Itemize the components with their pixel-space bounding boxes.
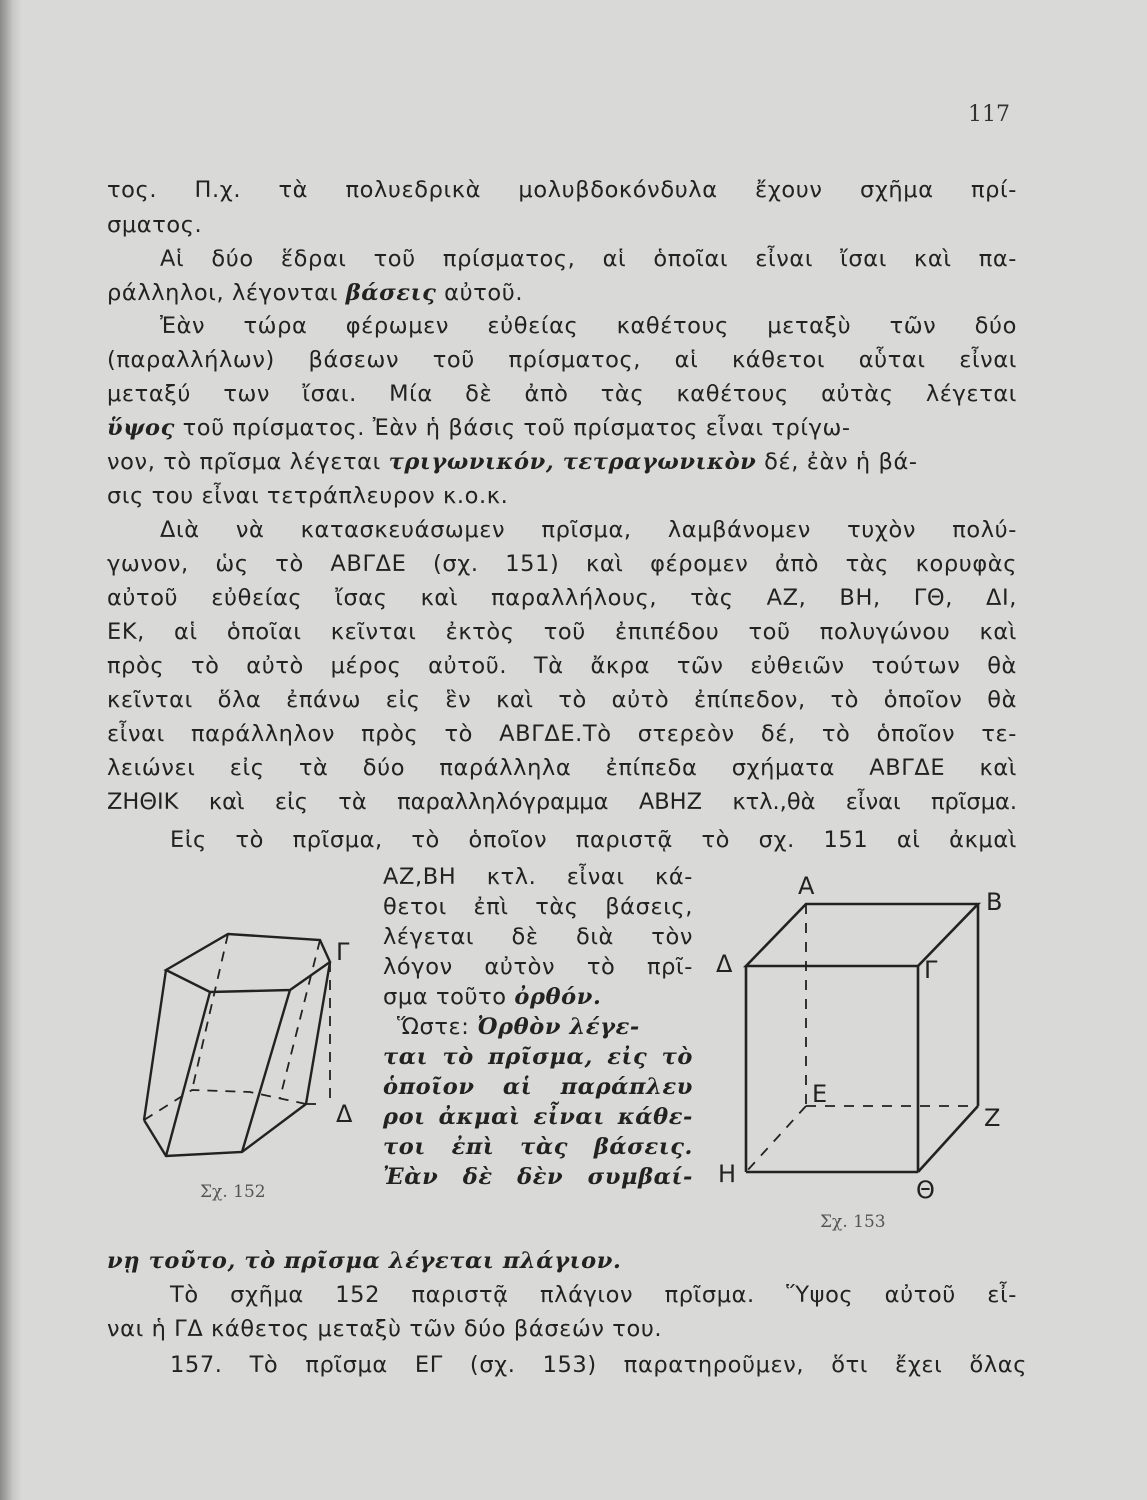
text-run: δέ, ἐὰν ἡ βά-: [756, 449, 918, 475]
bottom-base-hidden: [144, 1090, 306, 1120]
term-baseis: βάσεις: [345, 280, 437, 306]
label-delta: Δ: [336, 1100, 353, 1128]
text-run: αὐτοῦ.: [436, 280, 524, 306]
definition-line: τοι ἐπὶ τὰς βάσεις.: [383, 1134, 693, 1160]
hidden-edge: [280, 940, 320, 1098]
text-line: ΕΚ, αἱ ὁποῖαι κεῖνται ἐκτὸς τοῦ ἐπιπέδου τοῦ πολυγώνου καὶ: [107, 619, 1017, 645]
hidden-edge: [746, 1106, 806, 1172]
mid-line: λέγεται δὲ διὰ τὸν: [383, 924, 693, 950]
figure-152-oblique-prism: [130, 920, 380, 1180]
text-run: νον, τὸ πρῖσμα λέγεται: [107, 449, 389, 475]
text-line: ναι ἡ ΓΔ κάθετος μεταξὺ τῶν δύο βάσεών του.: [107, 1316, 663, 1342]
text-line: [107, 278, 1017, 308]
definition-line: ροι ἀκμαὶ εἶναι κάθε-: [383, 1104, 693, 1130]
hidden-edge: [192, 934, 228, 1090]
text-line: μεταξύ των ἴσαι. Μία δὲ ἀπὸ τὰς καθέτους αὐτὰς λέγεται: [107, 381, 1017, 407]
label-b: Β: [986, 888, 1003, 916]
text-run: σμα τοῦτο: [383, 984, 515, 1010]
figure-153-caption: Σχ. 153: [820, 1212, 886, 1232]
definition-line: ται τὸ πρῖσμα, εἰς τὸ: [383, 1044, 693, 1070]
text-line: εἶναι παράλληλον πρὸς τὸ ΑΒΓΔΕ.Τὸ στερεὸν δέ, τὸ ὁποῖον τε-: [107, 721, 1017, 747]
term-ypsos: ὕψος: [107, 415, 175, 441]
text-line: ΖΗΘΙΚ καὶ εἰς τὰ παραλληλόγραμμα ΑΒΗΖ κτλ.,θὰ εἶναι πρῖσμα.: [107, 789, 1017, 815]
definition-line: Ἐὰν δὲ δὲν συμβαί-: [383, 1164, 693, 1190]
page-edge: [0, 0, 22, 1500]
definition-line: νῃ τοῦτο, τὸ πρῖσμα λέγεται πλάγιον.: [107, 1248, 622, 1274]
middle-column: [383, 862, 693, 1192]
page-number: 117: [968, 102, 1010, 127]
mid-line: λόγον αὐτὸν τὸ πρῖ-: [383, 954, 693, 980]
label-z: Ζ: [984, 1104, 1001, 1132]
text-line: πρὸς τὸ αὐτὸ μέρος αὐτοῦ. Τὰ ἄκρα τῶν εὐθειῶν τούτων θὰ: [107, 653, 1017, 679]
term-trigonikon: τριγωνικόν, τετραγωνικὸν: [388, 449, 757, 475]
text-line: σματος.: [107, 212, 203, 238]
label-theta: Θ: [916, 1176, 935, 1204]
label-gamma: Γ: [336, 938, 350, 966]
label-e: Ε: [812, 1080, 828, 1108]
text-line: Τὸ σχῆμα 152 παριστᾷ πλάγιον πρῖσμα. Ὕψος αὐτοῦ εἶ-: [170, 1282, 1017, 1308]
term-orthon: ὀρθόν.: [514, 984, 602, 1010]
text-line: τος. Π.χ. τὰ πολυεδρικὰ μολυβδοκόνδυλα ἔχουν σχῆμα πρί-: [107, 177, 1017, 203]
figure-153-right-prism: [710, 868, 1030, 1208]
edge: [144, 970, 166, 1120]
mid-line: ΑΖ,ΒΗ κτλ. εἶναι κά-: [383, 864, 693, 890]
text-line: Διὰ νὰ κατασκευάσωμεν πρῖσμα, λαμβάνομεν τυχὸν πολύ-: [160, 517, 1017, 543]
mid-line: [383, 982, 693, 1012]
top-face: [746, 904, 978, 966]
text-line: [107, 447, 1017, 477]
label-h: Η: [718, 1160, 737, 1188]
edge: [166, 992, 210, 1156]
text-run: Ὥστε:: [397, 1014, 478, 1040]
label-gamma: Γ: [924, 956, 938, 984]
text-line: κεῖνται ὅλα ἐπάνω εἰς ἓν καὶ τὸ αὐτὸ ἐπίπεδον, τὸ ὁποῖον θὰ: [107, 687, 1017, 713]
text-line: Αἱ δύο ἕδραι τοῦ πρίσματος, αἱ ὁποῖαι εἶναι ἴσαι καὶ πα-: [160, 246, 1017, 272]
text-line: (παραλλήλων) βάσεων τοῦ πρίσματος, αἱ κάθετοι αὗται εἶναι: [107, 347, 1017, 373]
mid-line: θετοι ἐπὶ τὰς βάσεις,: [383, 894, 693, 920]
definition-start: Ὀρθὸν λέγε-: [477, 1014, 640, 1040]
text-line: 157. Τὸ πρῖσμα ΕΓ (σχ. 153) παρατηροῦμεν, ὅτι ἔχει ὅλας: [170, 1352, 1027, 1378]
label-a: Α: [798, 872, 815, 900]
edge: [918, 1106, 978, 1172]
definition-line: ὁποῖον αἱ παράπλευ: [383, 1074, 693, 1100]
text-line: [107, 413, 1017, 443]
top-base: [166, 934, 330, 992]
edge: [242, 990, 290, 1152]
text-line: Ἐὰν τώρα φέρωμεν εὐθείας καθέτους μεταξὺ τῶν δύο: [160, 313, 1017, 339]
mid-line: [383, 1012, 693, 1042]
text-run: ράλληλοι, λέγονται: [107, 280, 346, 306]
label-delta: Δ: [716, 950, 733, 978]
figure-152-caption: Σχ. 152: [200, 1182, 266, 1202]
text-line: Εἰς τὸ πρῖσμα, τὸ ὁποῖον παριστᾷ τὸ σχ. 151 αἱ ἀκμαὶ: [170, 827, 1017, 853]
text-line: γωνον, ὡς τὸ ΑΒΓΔΕ (σχ. 151) καὶ φέρομεν ἀπὸ τὰς κορυφὰς: [107, 551, 1017, 577]
text-run: τοῦ πρίσματος. Ἐὰν ἡ βάσις τοῦ πρίσματος εἶναι τρίγω-: [174, 415, 851, 441]
text-line: λειώνει εἰς τὰ δύο παράλληλα ἐπίπεδα σχήματα ΑΒΓΔΕ καὶ: [107, 755, 1017, 781]
text-line: αὐτοῦ εὐθείας ἴσας καὶ παραλλήλους, τὰς ΑΖ, ΒΗ, ΓΘ, ΔΙ,: [107, 585, 1017, 611]
text-line: σις του εἶναι τετράπλευρον κ.ο.κ.: [107, 483, 509, 509]
